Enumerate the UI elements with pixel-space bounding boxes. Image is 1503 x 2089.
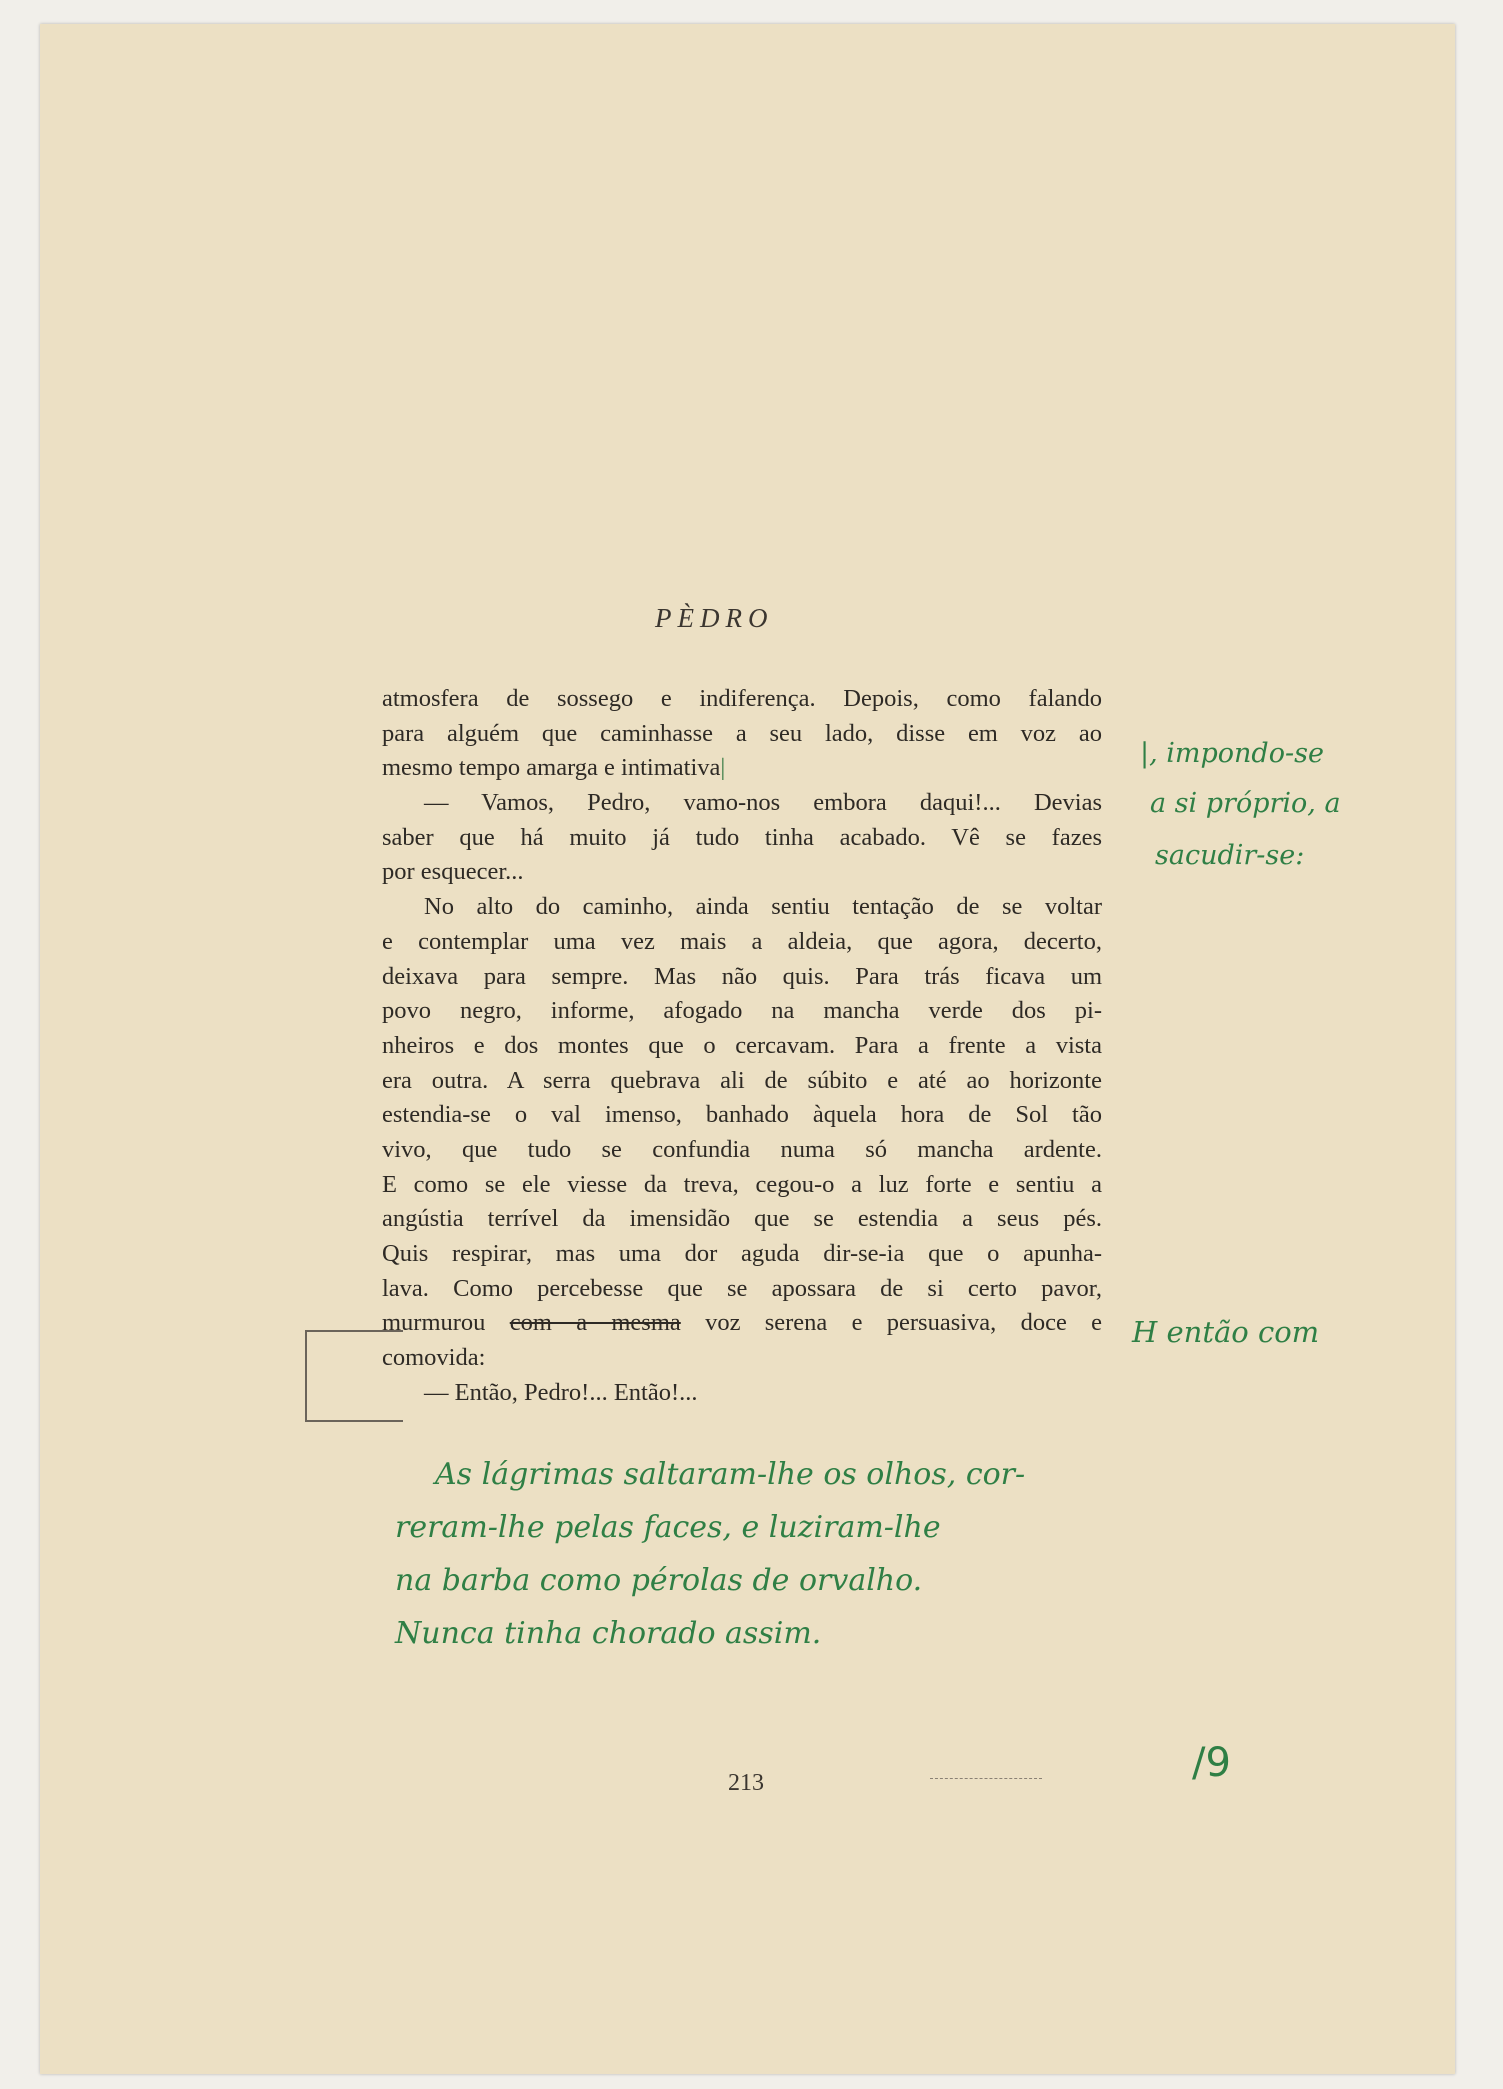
body-text [382,682,1102,1410]
text-line: lava. Como percebesse que se apossara de si certo pavor, [382,1274,1102,1302]
page-number: 213 [728,1770,764,1796]
margin-note-2: H então com [1132,1315,1320,1349]
text-line: deixava para sempre. Mas não quis. Para trás ficava um [382,962,1102,990]
deletion-bracket [305,1330,403,1422]
text-line: nheiros e dos montes que o cercavam. Para a frente a vista [382,1031,1102,1059]
text-line: Quis respirar, mas uma dor aguda dir-se-ia que o apunha- [382,1240,1102,1267]
text-line: e contemplar uma vez mais a aldeia, que agora, decerto, [382,927,1102,955]
margin-note-line: |, impondo-se [1140,738,1324,769]
insertion-mark: | [720,754,726,782]
pencil-mark [930,1778,1042,1779]
struck-text: com a mesma [509,1309,681,1337]
margin-note-line: a si próprio, a [1150,788,1341,819]
margin-note-line: sacudir-se: [1155,840,1305,871]
text-line: povo negro, informe, afogado na mancha verde dos pi- [382,997,1102,1025]
text-line: vivo, que tudo se confundia numa só mancha ardente. [382,1135,1102,1163]
text-line-content: mesmo tempo amarga e intimativa [382,754,721,782]
text-line: No alto do caminho, ainda sentiu tentação de se voltar [424,893,1102,921]
text-line: por esquecer... [382,858,524,886]
text-line: atmosfera de sossego e indiferença. Depois, como falando [382,685,1102,712]
text-line: — Vamos, Pedro, vamo-nos embora daqui!... Devias [424,789,1102,817]
text-segment: murmurou [382,1309,510,1337]
text-line [382,751,1102,786]
folio-number: /9 [1192,1740,1231,1786]
text-line: era outra. A serra quebrava ali de súbito e até ao horizonte [382,1066,1102,1094]
handwritten-insertion [395,1448,1215,1660]
insertion-line: reram-lhe pelas faces, e luziram-lhe [395,1510,941,1545]
text-line [382,1306,1102,1341]
text-line: E como se ele viesse da treva, cegou-o a luz forte e sentiu a [382,1170,1102,1198]
text-line: — Então, Pedro!... Então!... [424,1378,698,1406]
text-line: comovida: [382,1344,486,1372]
insertion-line: na barba como pérolas de orvalho. [395,1563,923,1598]
text-line: angústia terrível da imensidão que se estendia a seus pés. [382,1205,1102,1233]
text-line: saber que há muito já tudo tinha acabado. Vê se fazes [382,823,1102,851]
text-segment: voz serena e persuasiva, doce e [680,1309,1103,1337]
insertion-line: Nunca tinha chorado assim. [395,1616,822,1651]
text-line: para alguém que caminhasse a seu lado, disse em voz ao [382,719,1102,747]
text-line: estendia-se o val imenso, banhado àquela hora de Sol tão [382,1101,1102,1129]
running-title: PÈDRO [655,603,774,633]
insertion-line: As lágrimas saltaram-lhe os olhos, cor- [435,1457,1026,1492]
